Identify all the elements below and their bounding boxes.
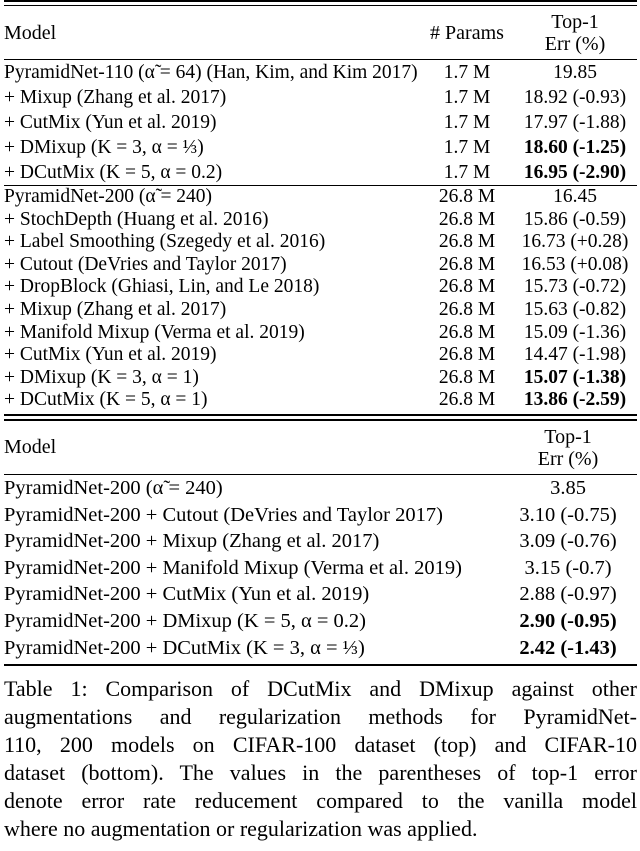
err-cell: 13.86 (-2.59) [523, 389, 627, 411]
table-row [4, 85, 637, 110]
err-cell: 15.63 (-0.82) [523, 298, 627, 320]
table1-header-err [513, 11, 637, 55]
params-cell: 26.8 M [438, 298, 496, 320]
model-cell: + CutMix (Yun et al. 2019) [4, 112, 217, 133]
err-cell: 15.07 (-1.38) [523, 366, 627, 388]
model-cell: + DMixup (K = 3, α = 1) [4, 366, 199, 388]
err-cell: 18.92 (-0.93) [523, 87, 627, 108]
err-cell: 2.42 (-1.43) [519, 636, 617, 659]
table-row [4, 299, 637, 322]
table1-header-err-line2: Err (%) [544, 33, 606, 55]
table-row [4, 60, 637, 85]
params-cell: 26.8 M [438, 389, 496, 411]
model-cell: PyramidNet-200 + Cutout (DeVries and Taylor 2017) [4, 503, 443, 526]
model-cell: + CutMix (Yun et al. 2019) [4, 344, 217, 366]
table-row [4, 254, 637, 277]
caption-line: denote error rate reducement compared to the vanilla model [4, 788, 637, 814]
params-cell: 26.8 M [438, 253, 496, 275]
table-row [4, 160, 637, 185]
err-cell: 3.85 [550, 476, 586, 499]
table-row [4, 608, 637, 635]
err-cell: 3.10 (-0.75) [519, 503, 617, 526]
err-cell: 2.90 (-0.95) [519, 609, 617, 632]
table2-header-err [499, 426, 637, 470]
model-cell: + StochDepth (Huang et al. 2016) [4, 208, 269, 230]
params-cell: 1.7 M [443, 112, 491, 133]
err-cell: 15.09 (-1.36) [523, 321, 627, 343]
err-cell: 16.73 (+0.28) [521, 231, 629, 253]
table2-header-model: Model [4, 436, 57, 459]
model-cell: + Manifold Mixup (Verma et al. 2019) [4, 321, 305, 343]
model-cell: + DCutMix (K = 5, α = 0.2) [4, 162, 223, 183]
model-cell: PyramidNet-200 + CutMix (Yun et al. 2019) [4, 583, 370, 606]
err-cell: 16.45 [553, 186, 597, 207]
err-cell: 3.09 (-0.76) [519, 530, 617, 553]
err-cell: 16.95 (-2.90) [523, 162, 627, 183]
table-row [4, 389, 637, 412]
table-row [4, 231, 637, 254]
table-row [4, 344, 637, 367]
params-cell: 26.8 M [438, 208, 496, 230]
params-cell: 26.8 M [438, 321, 496, 343]
table-row [4, 135, 637, 160]
model-cell: PyramidNet-200 (α̃ = 240) [4, 476, 223, 499]
table-row [4, 367, 637, 390]
caption-line: Table 1: Comparison of DCutMix and DMixup against other [4, 676, 637, 702]
err-cell: 18.60 (-1.25) [523, 137, 627, 158]
params-cell: 26.8 M [438, 231, 496, 253]
table2-header [4, 421, 637, 474]
params-cell: 26.8 M [438, 186, 496, 207]
err-cell: 14.47 (-1.98) [523, 344, 627, 366]
table-row [4, 209, 637, 232]
model-cell: PyramidNet-200 + Manifold Mixup (Verma et al. 2019) [4, 556, 462, 579]
model-cell: + Mixup (Zhang et al. 2017) [4, 87, 227, 108]
err-cell: 16.53 (+0.08) [521, 253, 629, 275]
model-cell: PyramidNet-200 (α̃ = 240) [4, 186, 213, 207]
err-cell: 19.85 [553, 62, 597, 83]
model-cell: + DMixup (K = 3, α = ⅓) [4, 137, 204, 158]
table2-bottom-rule [4, 664, 637, 666]
table-row [4, 110, 637, 135]
table-row [4, 502, 637, 529]
err-cell: 17.97 (-1.88) [523, 112, 627, 133]
model-cell: + Mixup (Zhang et al. 2017) [4, 298, 227, 320]
tables-divider-rule [4, 414, 637, 421]
table-row [4, 555, 637, 582]
table1-header-params: # Params [430, 21, 504, 44]
table-row [4, 186, 637, 209]
table-row [4, 475, 637, 502]
caption-line: where no augmentation or regularization was applied. [4, 816, 478, 842]
table-caption [4, 675, 637, 843]
table-row [4, 581, 637, 608]
err-cell: 15.86 (-0.59) [523, 208, 627, 230]
params-cell: 1.7 M [443, 62, 491, 83]
params-cell: 26.8 M [438, 366, 496, 388]
table-row [4, 322, 637, 345]
table-row [4, 635, 637, 662]
model-cell: + Label Smoothing (Szegedy et al. 2016) [4, 231, 326, 253]
table1-header [4, 6, 637, 59]
caption-line: dataset (bottom). The values in the parentheses of top-1 error [4, 760, 637, 786]
table2-header-err-line2: Err (%) [537, 447, 599, 470]
model-cell: PyramidNet-200 + DCutMix (K = 3, α = ⅓) [4, 636, 365, 659]
err-cell: 3.15 (-0.7) [524, 556, 612, 579]
err-cell: 15.73 (-0.72) [523, 276, 627, 298]
table1-section1 [4, 60, 637, 185]
model-cell: PyramidNet-110 (α̃ = 64) (Han, Kim, and Kim 2017) [4, 62, 418, 83]
model-cell: PyramidNet-200 + DMixup (K = 5, α = 0.2) [4, 609, 367, 632]
table-row [4, 528, 637, 555]
params-cell: 1.7 M [443, 162, 491, 183]
params-cell: 1.7 M [443, 87, 491, 108]
table-row [4, 276, 637, 299]
table1-header-err-line1: Top-1 [551, 11, 599, 33]
model-cell: + Cutout (DeVries and Taylor 2017) [4, 253, 287, 275]
params-cell: 26.8 M [438, 276, 496, 298]
table1-header-model: Model [4, 21, 57, 44]
model-cell: + DropBlock (Ghiasi, Lin, and Le 2018) [4, 276, 320, 298]
table1-section2 [4, 186, 637, 412]
table2-header-err-line1: Top-1 [544, 425, 592, 448]
caption-line: 110, 200 models on CIFAR-100 dataset (top) and CIFAR-10 [4, 732, 637, 758]
model-cell: + DCutMix (K = 5, α = 1) [4, 389, 208, 411]
params-cell: 1.7 M [443, 137, 491, 158]
table2-body [4, 475, 637, 664]
model-cell: PyramidNet-200 + Mixup (Zhang et al. 2017) [4, 530, 380, 553]
caption-line: augmentations and regularization methods for PyramidNet- [4, 704, 637, 730]
err-cell: 2.88 (-0.97) [519, 583, 617, 606]
params-cell: 26.8 M [438, 344, 496, 366]
